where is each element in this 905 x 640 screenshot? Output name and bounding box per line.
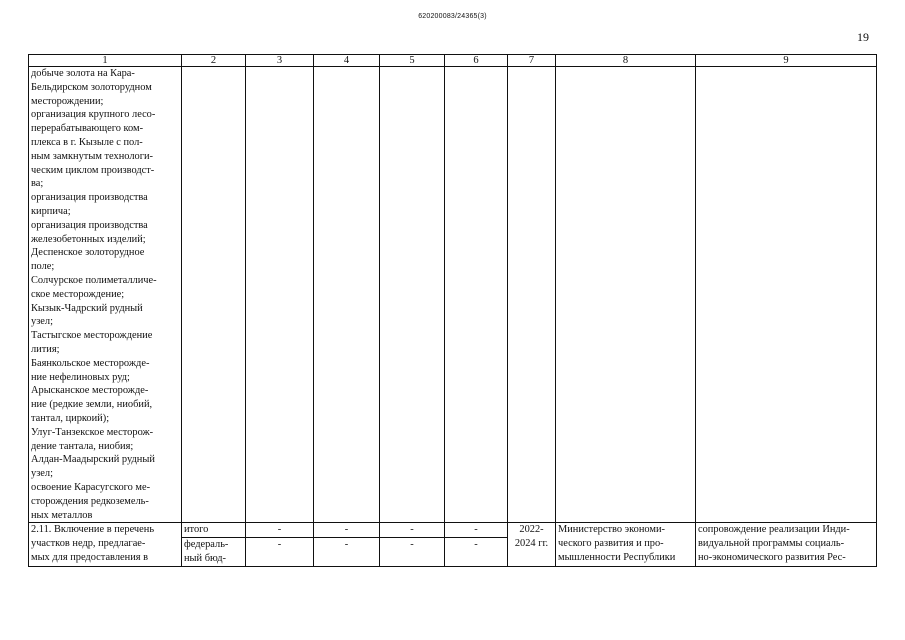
continued-row-description: добыче золота на Кара- Бельдирском золоторудном месторождении; организация крупного лесо- перерабатывающего ком- плекса в г. Кызыле с пол- ным замкнутым технологи- ческим циклом производст- ва; организация производства кирпича; организация производства железобетонных изделий; Деспенское золоторудное поле; Солчурское полиметалличе- ское месторождение; Кызык-Чадрский рудный узел; Тастыгское месторождение лития; Баянкольское месторожде- ние нефелиновых руд; Арысканское месторожде- ние (редкие земли, ниобий, тантал, циркоий); Улуг-Танзекское месторож- дение тантала, ниобия; Алдан-Маадырский рудный узел; освоение Карасугского ме- сторождения редкоземель- ных металлов: [29, 67, 182, 523]
column-header-1: 1: [29, 55, 182, 67]
column-header-6: 6: [445, 55, 508, 67]
funding-total-label: итого: [184, 524, 209, 536]
page-number: 19: [857, 30, 869, 44]
continued-row-cell-5: [380, 67, 445, 523]
continued-row-cell-8: [556, 67, 696, 523]
value-cell-6: [445, 523, 508, 566]
value-5-total: -: [410, 524, 414, 536]
continued-row-cell-7: [508, 67, 556, 523]
column-number-row: [29, 55, 877, 67]
value-3-federal: -: [246, 537, 313, 552]
value-6-federal: -: [445, 537, 507, 552]
continued-row-cell-2: [182, 67, 246, 523]
column-header-3: 3: [246, 55, 314, 67]
period-cell: 2022- 2024 гг.: [508, 523, 556, 566]
value-cell-3: [246, 523, 314, 566]
continued-row-cell-3: [246, 67, 314, 523]
measures-table: [28, 54, 877, 567]
value-5-federal: -: [380, 537, 444, 552]
expected-result: сопровождение реализации Инди- видуальной программы социаль- но-экономического развития Рес-: [696, 523, 877, 566]
document-code: 620200083/24365(3): [418, 13, 487, 20]
funding-source-cell: [182, 523, 246, 566]
continued-row: [29, 67, 877, 523]
value-4-total: -: [344, 524, 349, 536]
continued-row-cell-4: [314, 67, 380, 523]
column-header-4: 4: [314, 55, 380, 67]
value-cell-4: [314, 523, 380, 566]
value-3-total: -: [277, 524, 282, 536]
column-header-5: 5: [380, 55, 445, 67]
funding-federal-label: федераль- ный бюд-: [182, 537, 245, 566]
item-description: 2.11. Включение в перечень участков недр, предлагае- мых для предоставления в: [29, 523, 182, 566]
column-header-7: 7: [508, 55, 556, 67]
continued-row-cell-6: [445, 67, 508, 523]
column-header-2: 2: [182, 55, 246, 67]
value-cell-5: [380, 523, 445, 566]
value-6-total: -: [474, 524, 478, 536]
continued-row-cell-9: [696, 67, 877, 523]
item-row-2-11: [29, 523, 877, 566]
value-4-federal: -: [314, 537, 379, 552]
column-header-8: 8: [556, 55, 696, 67]
responsible-executor: Министерство экономи- ческого развития и про- мышленности Республики: [556, 523, 696, 566]
column-header-9: 9: [696, 55, 877, 67]
